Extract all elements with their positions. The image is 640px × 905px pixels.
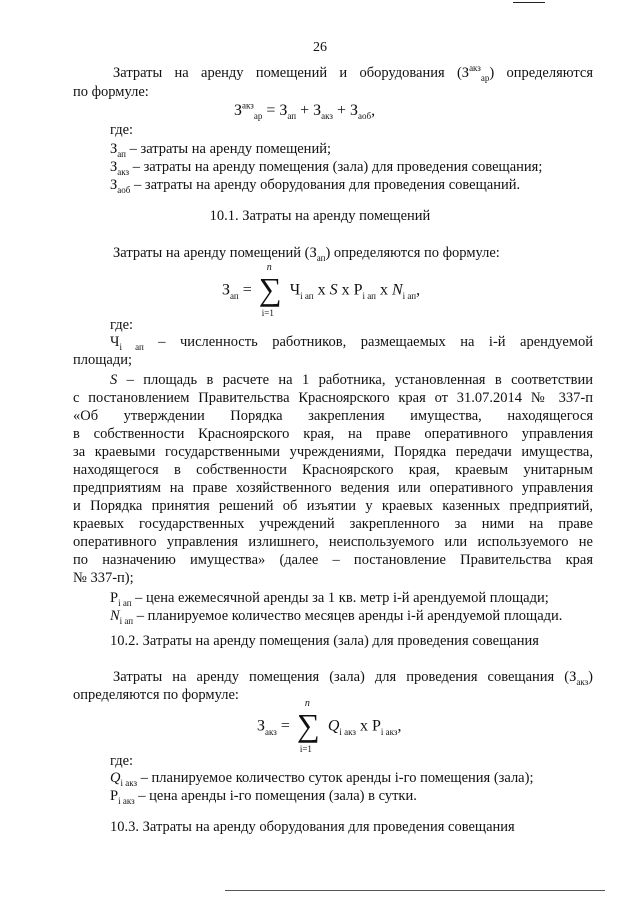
def-s-line-6: находящегося в собственности Красноярского края, краевым унитарным [73,462,593,478]
def-s-line-5: за краевыми государственными учреждениями, Порядка передачи имущества, [73,444,593,460]
where-label-1: где: [110,317,134,333]
def-zap: $З_{ап}$ – затраты на аренду помещений; [110,141,331,159]
intro-line-1: Затраты на аренду помещений и оборудования $(З^{акз}_{ар})$ определяются [113,63,593,83]
def-ch-line-2: площади; [73,352,133,368]
bottom-rule [225,890,605,891]
def-s-line-8: и Порядка принятия решений об изъятии у краевых казенных предприятий, [73,498,593,514]
def-s-line-12: № 337-п); [73,570,134,586]
section-1-intro: Затраты на аренду помещений $(З_{ап})$ определяются по формуле: [113,245,500,263]
def-s-line-7: предприятиям на праве хозяйственного ведения или оперативного управления [73,480,593,496]
section-1-heading: 10.1. Затраты на аренду помещений [209,208,431,224]
section-2-heading: 10.2. Затраты на аренду помещения (зала) для проведения совещания [110,633,539,649]
def-s-line-3: «Об утверждении Порядка закрепления имущества, находящегося [73,408,593,424]
def-s-line-1: S – площадь в расчете на 1 работника, установленная в соответствии [110,372,593,388]
def-zaob: $З_{аоб}$ – затраты на аренду оборудования для проведения совещаний. [110,177,521,195]
sum-symbol: ∑ n i=1 [258,262,282,318]
section-3-heading: 10.3. Затраты на аренду оборудования для проведения совещания [110,819,515,835]
sum-symbol-2: ∑ n i=1 [296,698,320,754]
def-p-ap: $Р_{i ап}$ – цена ежемесячной аренды за 1 кв. метр i-й арендуемой площади; [110,590,549,608]
def-n-ap: $N_{i ап}$ – планируемое количество месяцев аренды i-й арендуемой площади. [110,608,563,626]
where-label-2: где: [110,753,134,769]
def-s-line-10: оперативного управления излишнего, неиспользуемого или используемого не [73,534,593,550]
def-s-line-2: с постановлением Правительства Красноярского края от 31.07.2014 № 337-п [73,390,593,406]
def-s-line-4: в собственности Красноярского края, на праве оперативного управления [73,426,593,442]
def-zakz: $З_{акз}$ – затраты на аренду помещения (зала) для проведения совещания; [110,159,543,177]
def-s-line-9: краевых государственных учреждений закрепленного за ними на праве [73,516,593,532]
def-q-akz: $Q_{i акз}$ – планируемое количество суток аренды i-го помещения (зала); [110,770,534,788]
def-ch-line-1: $Ч_{i ап}$ – численность работников, размещаемых на i-й арендуемой [110,334,593,352]
formula-zakz: $З_{акз}$ = ∑ n i=1 $Q_{i акз}$ x $Р_{i акз}$, [257,698,402,754]
formula-zap: $З_{ап}$ = ∑ n i=1 $Ч_{i ап}$ x S x $Р_{i ап}$ x $N_{i ап}$, [222,262,421,318]
top-edge-mark [513,2,545,3]
page-number: 26 [313,40,327,55]
where-label: где: [110,122,134,138]
section-2-intro-line-2: определяются по формуле: [73,687,239,703]
def-s-line-11: по назначению имущества» (далее – постановление Правительства края [73,552,593,568]
def-p-akz: $Р_{i акз}$ – цена аренды i-го помещения (зала) в сутки. [110,788,417,806]
section-2-intro-line-1: Затраты на аренду помещения (зала) для проведения совещания $(З_{акз})$ [113,669,593,687]
intro-line-2: по формуле: [73,84,149,100]
formula-total: $З^{акз}_{ар} = З_{ап} + З_{акз} + З_{аоб}$, [234,100,376,122]
